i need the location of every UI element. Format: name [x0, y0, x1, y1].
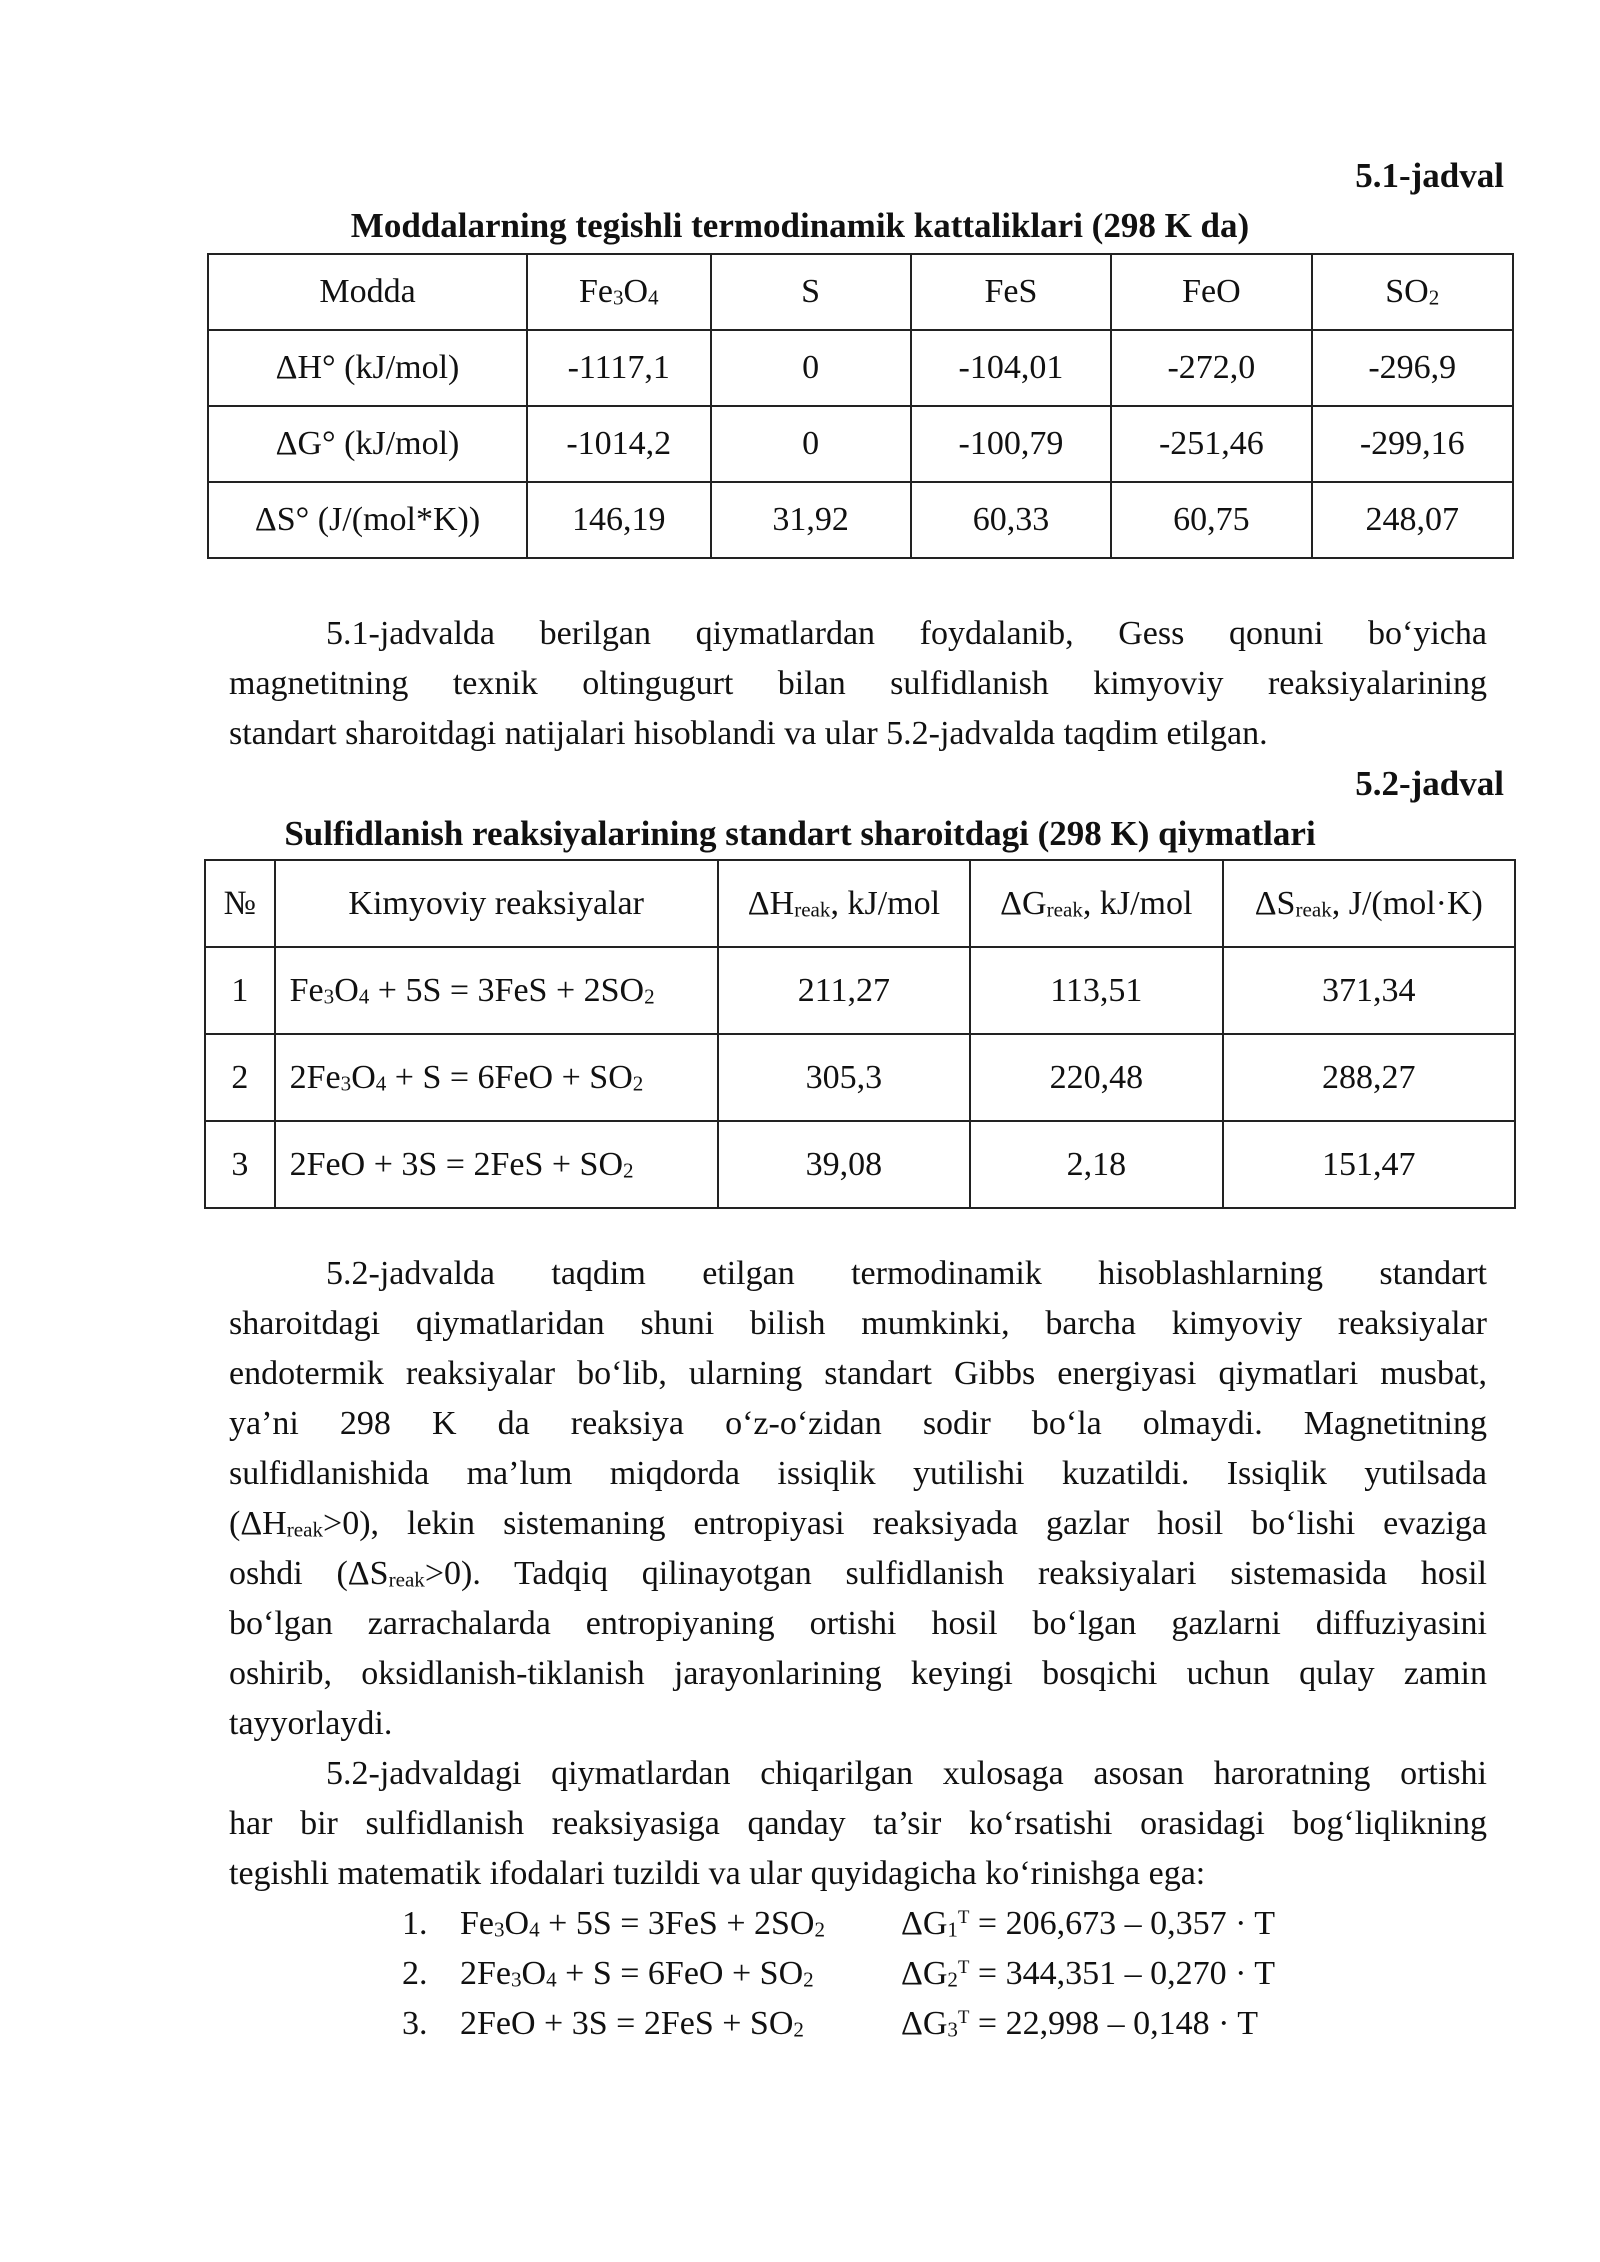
- equation-reaction: $2FeO + 3S = 2FeS + SO_2$: [460, 2005, 804, 2042]
- row-number: 2: [205, 1034, 275, 1121]
- table-row: [205, 1034, 1515, 1121]
- paragraph-line: tegishli matematik ifodalari tuzildi va ular quyidagicha ko‘rinishga ega:: [229, 1855, 1206, 1892]
- table-cell: 220,48: [970, 1034, 1222, 1121]
- table-cell: 2,18: [970, 1121, 1222, 1208]
- paragraph-line: standart sharoitdagi natijalari hisoblandi va ular 5.2-jadvalda taqdim etilgan.: [229, 715, 1268, 752]
- table-row: [205, 947, 1515, 1034]
- list-item: [402, 1949, 1275, 1999]
- table2-header-row: [205, 860, 1515, 947]
- table-cell: 0: [711, 330, 911, 406]
- header-cell-dh: $\Delta H_{reak}$, kJ/mol: [718, 860, 970, 947]
- paragraph-line: 5.1-jadvalda berilgan qiymatlardan foydalanib, Gess qonuni bo‘yicha: [326, 615, 1487, 652]
- table-cell: 146,19: [527, 482, 711, 558]
- table-cell: -1117,1: [527, 330, 711, 406]
- list-item: [402, 1899, 1275, 1949]
- paragraph-3: [229, 1749, 1487, 1899]
- table-cell: 31,92: [711, 482, 911, 558]
- table-cell: 60,33: [911, 482, 1111, 558]
- gibbs-formula: $\Delta G_3^T = 22,998 - 0,148 \cdot T$: [901, 2005, 1259, 2042]
- table-cell: 288,27: [1223, 1034, 1515, 1121]
- reaction-cell: $2FeO + 3S = 2FeS + SO_2$: [275, 1121, 718, 1208]
- row-number: 3: [205, 1121, 275, 1208]
- paragraph-line: ya’ni 298 K da reaksiya o‘z-o‘zidan sodir bo‘la olmaydi. Magnetitning: [229, 1405, 1487, 1442]
- header-cell-number: №: [205, 860, 275, 947]
- header-cell-fe3o4: $Fe_3O_4$: [527, 254, 711, 330]
- paragraph-line: 5.2-jadvalda taqdim etilgan termodinamik hisoblashlarning standart: [326, 1255, 1487, 1292]
- header-cell-modda: Modda: [208, 254, 527, 330]
- table-cell: -296,9: [1312, 330, 1513, 406]
- reaction-cell: $Fe_3O_4 + 5S = 3FeS + 2SO_2$: [275, 947, 718, 1034]
- table2-caption: Sulfidlanish reaksiyalarining standart sharoitdagi (298 K) qiymatlari: [284, 814, 1316, 853]
- row-label: ΔS° (J/(mol*K)): [208, 482, 527, 558]
- table1-caption: Moddalarning tegishli termodinamik kattaliklari (298 K da): [350, 206, 1250, 245]
- table-cell: 60,75: [1111, 482, 1311, 558]
- paragraph-line: har bir sulfidlanish reaksiyasiga qanday ta’sir ko‘rsatishi orasidagi bog‘liqlikning: [229, 1805, 1487, 1842]
- table1-number: 5.1-jadval: [1355, 156, 1504, 195]
- header-cell-dg: $\Delta G_{reak}$, kJ/mol: [970, 860, 1222, 947]
- header-cell-reactions: Kimyoviy reaksiyalar: [275, 860, 718, 947]
- gibbs-formula: $\Delta G_1^T = 206,673 - 0,357 \cdot T$: [901, 1905, 1276, 1942]
- gibbs-formula: $\Delta G_2^T = 344,351 - 0,270 \cdot T$: [901, 1955, 1276, 1992]
- table-cell: 248,07: [1312, 482, 1513, 558]
- header-cell-so2: $SO_2$: [1312, 254, 1513, 330]
- header-cell-feo: FeO: [1111, 254, 1311, 330]
- equation-number: 3.: [402, 2005, 428, 2042]
- header-cell-fes: FeS: [911, 254, 1111, 330]
- list-item: [402, 1999, 1275, 2049]
- table-cell: 371,34: [1223, 947, 1515, 1034]
- table-cell: -272,0: [1111, 330, 1311, 406]
- table-cell: 211,27: [718, 947, 970, 1034]
- table-row: [205, 1121, 1515, 1208]
- row-label: ΔG° (kJ/mol): [208, 406, 527, 482]
- row-label: ΔH° (kJ/mol): [208, 330, 527, 406]
- paragraph-line: tayyorlaydi.: [229, 1705, 393, 1742]
- reactions-table: [204, 859, 1516, 1209]
- equation-reaction: $Fe_3O_4 + 5S = 3FeS + 2SO_2$: [460, 1905, 826, 1942]
- paragraph-line: endotermik reaksiyalar bo‘lib, ularning standart Gibbs energiyasi qiymatlari musbat,: [229, 1355, 1487, 1392]
- table-cell: -100,79: [911, 406, 1111, 482]
- table-row: [208, 406, 1513, 482]
- table-cell: 305,3: [718, 1034, 970, 1121]
- equation-number: 2.: [402, 1955, 428, 1992]
- reaction-cell: $2Fe_3O_4 + S = 6FeO + SO_2$: [275, 1034, 718, 1121]
- paragraph-line: 5.2-jadvaldagi qiymatlardan chiqarilgan xulosaga asosan haroratning ortishi: [326, 1755, 1487, 1792]
- table-cell: 151,47: [1223, 1121, 1515, 1208]
- table-cell: -1014,2: [527, 406, 711, 482]
- thermodynamic-table: [207, 253, 1514, 559]
- table-cell: -104,01: [911, 330, 1111, 406]
- paragraph-2: [229, 1249, 1487, 1749]
- row-number: 1: [205, 947, 275, 1034]
- table2-number: 5.2-jadval: [1355, 764, 1504, 803]
- paragraph-1: [229, 609, 1487, 759]
- table-row: [208, 330, 1513, 406]
- paragraph-line: sulfidlanishida ma’lum miqdorda issiqlik yutilishi kuzatildi. Issiqlik yutilsada: [229, 1455, 1487, 1492]
- equation-number: 1.: [402, 1905, 428, 1942]
- paragraph-line: bo‘lgan zarrachalarda entropiyaning ortishi hosil bo‘lgan gazlarni diffuziyasini: [229, 1605, 1487, 1642]
- table-cell: 0: [711, 406, 911, 482]
- table-cell: -299,16: [1312, 406, 1513, 482]
- paragraph-line: $(\Delta H_{reak}>0)$, lekin sistemaning entropiyasi reaksiyada gazlar hosil bo‘lishi evaziga: [229, 1505, 1487, 1542]
- paragraph-line: magnetitning texnik oltingugurt bilan sulfidlanish kimyoviy reaksiyalarining: [229, 665, 1487, 702]
- equation-list: [402, 1899, 1275, 2049]
- paragraph-line: sharoitdagi qiymatlaridan shuni bilish mumkinki, barcha kimyoviy reaksiyalar: [229, 1305, 1487, 1342]
- table1-header-row: [208, 254, 1513, 330]
- header-cell-ds: $\Delta S_{reak}$, J/(mol·K): [1223, 860, 1515, 947]
- equation-reaction: $2Fe_3O_4 + S = 6FeO + SO_2$: [460, 1955, 814, 1992]
- paragraph-line: oshirib, oksidlanish-tiklanish jarayonlarining keyingi bosqichi uchun qulay zamin: [229, 1655, 1487, 1692]
- table-cell: 113,51: [970, 947, 1222, 1034]
- paragraph-line: oshdi $(\Delta S_{reak}>0)$. Tadqiq qilinayotgan sulfidlanish reaksiyalari sistemasida hosil: [229, 1555, 1487, 1592]
- table-cell: 39,08: [718, 1121, 970, 1208]
- table-cell: -251,46: [1111, 406, 1311, 482]
- table-row: [208, 482, 1513, 558]
- header-cell-s: S: [711, 254, 911, 330]
